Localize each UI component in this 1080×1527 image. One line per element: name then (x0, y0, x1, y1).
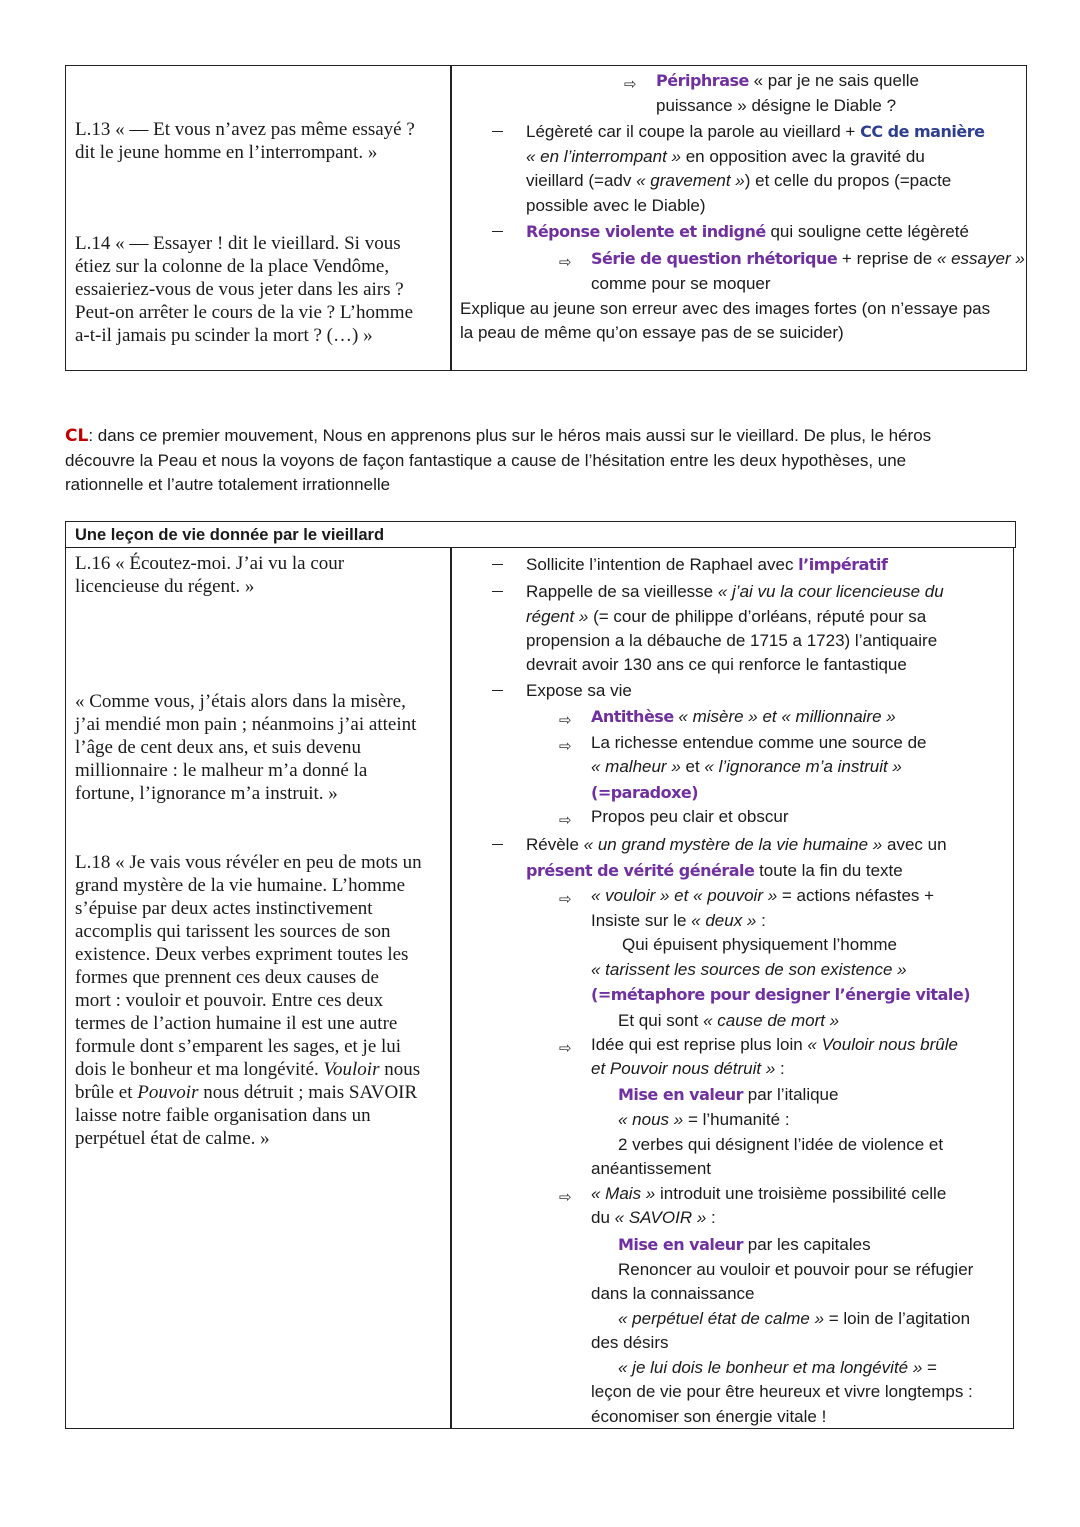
quote-line: licencieuse du régent. » (75, 576, 255, 597)
analysis-line: « tarissent les sources de son existence » (591, 960, 907, 979)
table-1-column-divider (450, 65, 452, 371)
quote-line: mort : vouloir et pouvoir. Entre ces deux (75, 990, 384, 1011)
analysis-line: « nous » = l’humanité : (618, 1110, 790, 1129)
analysis-line: Réponse violente et indigné qui souligne cette légèreté (526, 222, 969, 241)
conclusion-line: découvre la Peau et nous la voyons de façon fantastique a cause de l’hésitation entre les deux hypothèses, une (65, 451, 907, 470)
dash-bullet (492, 591, 503, 592)
analysis-line: « malheur » et « l’ignorance m’a instruit » (591, 757, 902, 776)
quote-line: dois le bonheur et ma longévité. Vouloir nous (75, 1059, 421, 1080)
conclusion-line: CL: dans ce premier mouvement, Nous en apprenons plus sur le héros mais aussi sur le vieillard. De plus, le héros (65, 426, 932, 446)
dash-bullet (492, 231, 503, 232)
analysis-line: « Mais » introduit une troisième possibilité celle (591, 1184, 947, 1203)
analysis-line: possible avec le Diable) (526, 196, 706, 215)
conclusion-line: rationnelle et l’autre totalement irrationnelle (65, 475, 391, 494)
analysis-line: présent de vérité générale toute la fin du texte (526, 861, 903, 880)
analysis-line: Antithèse « misère » et « millionnaire » (591, 707, 896, 726)
arrow-icon: ⇨ (559, 1188, 572, 1206)
analysis-line: anéantissement (591, 1159, 712, 1178)
quote-line: j’ai mendié mon pain ; néanmoins j’ai atteint (75, 714, 417, 735)
arrow-icon: ⇨ (559, 1039, 572, 1057)
arrow-icon: ⇨ (559, 253, 572, 271)
quote-line: essaieriez-vous de vous jeter dans les airs ? (75, 279, 404, 300)
analysis-line: « vouloir » et « pouvoir » = actions néfastes + (591, 886, 935, 905)
table-2-column-divider (450, 547, 452, 1429)
analysis-line: Expose sa vie (526, 681, 632, 700)
analysis-line: du « SAVOIR » : (591, 1208, 716, 1227)
analysis-line: comme pour se moquer (591, 274, 771, 293)
arrow-icon: ⇨ (559, 811, 572, 829)
analysis-line: « je lui dois le bonheur et ma longévité » = (618, 1358, 937, 1377)
analysis-line: Révèle « un grand mystère de la vie humaine » avec un (526, 835, 947, 854)
quote-line: L.18 « Je vais vous révéler en peu de mots un (75, 852, 422, 873)
quote-line: termes de l’action humaine il est une autre (75, 1013, 398, 1034)
analysis-line: « perpétuel état de calme » = loin de l’agitation (618, 1309, 971, 1328)
analysis-line: Idée qui est reprise plus loin « Vouloir nous brûle (591, 1035, 958, 1054)
quote-line: grand mystère de la vie humaine. L’homme (75, 875, 406, 896)
analysis-line: Mise en valeur par les capitales (618, 1235, 871, 1254)
analysis-line: Mise en valeur par l’italique (618, 1085, 839, 1104)
conclusion-label: CL (65, 426, 89, 446)
quote-line: laisse notre faible organisation dans un (75, 1105, 371, 1126)
quote-line: dit le jeune homme en l’interrompant. » (75, 142, 378, 163)
analysis-line: Et qui sont « cause de mort » (618, 1011, 840, 1030)
quote-line: a-t-il jamais pu scinder la mort ? (…) » (75, 325, 373, 346)
analysis-line: des désirs (591, 1333, 669, 1352)
quote-line: L.14 « — Essayer ! dit le vieillard. Si vous (75, 233, 401, 254)
analysis-line: Légèreté car il coupe la parole au vieillard + CC de manière (526, 122, 985, 141)
analysis-line: 2 verbes qui désignent l’idée de violence et (618, 1135, 944, 1154)
analysis-line: la peau de même qu’on essaye pas de se suicider) (460, 323, 844, 342)
quote-line: formes que prennent ces deux causes de (75, 967, 379, 988)
analysis-line: Périphrase « par je ne sais quelle (656, 71, 919, 90)
dash-bullet (492, 844, 503, 845)
analysis-line: propension a la débauche de 1715 a 1723) l’antiquaire (526, 631, 938, 650)
quote-line: s’épuise par deux actes instinctivement (75, 898, 373, 919)
analysis-line: dans la connaissance (591, 1284, 755, 1303)
analysis-line: « en l’interrompant » en opposition avec la gravité du (526, 147, 925, 166)
quote-line: accomplis qui tarissent les sources de son (75, 921, 391, 942)
analysis-line: Renoncer au vouloir et pouvoir pour se réfugier (618, 1260, 974, 1279)
dash-bullet (492, 690, 503, 691)
analysis-line: économiser son énergie vitale ! (591, 1407, 827, 1426)
dash-bullet (492, 131, 503, 132)
quote-line: millionnaire : le malheur m’a donné la (75, 760, 368, 781)
quote-line: étiez sur la colonne de la place Vendôme, (75, 256, 390, 277)
quote-line: fortune, l’ignorance m’a instruit. » (75, 783, 338, 804)
arrow-icon: ⇨ (559, 737, 572, 755)
analysis-line: (=métaphore pour designer l’énergie vitale) (591, 985, 971, 1004)
analysis-line: leçon de vie pour être heureux et vivre longtemps : (591, 1382, 973, 1401)
analysis-line: vieillard (=adv « gravement ») et celle du propos (=pacte (526, 171, 952, 190)
analysis-line: devrait avoir 130 ans ce qui renforce le fantastique (526, 655, 907, 674)
arrow-icon: ⇨ (559, 890, 572, 908)
quote-line: perpétuel état de calme. » (75, 1128, 270, 1149)
analysis-line: Propos peu clair et obscur (591, 807, 789, 826)
analysis-line: Série de question rhétorique + reprise de « essayer » (591, 249, 1025, 268)
analysis-line: Qui épuisent physiquement l’homme (622, 935, 897, 954)
analysis-line: Sollicite l’intention de Raphael avec l’impératif (526, 555, 888, 574)
arrow-icon: ⇨ (624, 75, 637, 93)
quote-line: L.13 « — Et vous n’avez pas même essayé ? (75, 119, 415, 140)
quote-line: « Comme vous, j’étais alors dans la misère, (75, 691, 406, 712)
analysis-line: puissance » désigne le Diable ? (656, 96, 897, 115)
analysis-line: Insiste sur le « deux » : (591, 911, 766, 930)
analysis-line: Explique au jeune son erreur avec des images fortes (on n’essaye pas (460, 299, 991, 318)
quote-line: Peut-on arrêter le cours de la vie ? L’homme (75, 302, 414, 323)
quote-line: existence. Deux verbes expriment toutes les (75, 944, 409, 965)
quote-line: brûle et Pouvoir nous détruit ; mais SAVOIR (75, 1082, 418, 1103)
analysis-line: et Pouvoir nous détruit » : (591, 1059, 785, 1078)
analysis-line: (=paradoxe) (591, 783, 699, 802)
arrow-icon: ⇨ (559, 711, 572, 729)
analysis-line: régent » (= cour de philippe d’orléans, réputé pour sa (526, 607, 927, 626)
quote-line: formule dont s’emparent les sages, et je lui (75, 1036, 402, 1057)
quote-line: L.16 « Écoutez-moi. J’ai vu la cour (75, 553, 345, 574)
quote-line: l’âge de cent deux ans, et suis devenu (75, 737, 361, 758)
table-2-title: Une leçon de vie donnée par le vieillard (75, 526, 385, 544)
analysis-line: Rappelle de sa vieillesse « j’ai vu la cour licencieuse du (526, 582, 944, 601)
analysis-line: La richesse entendue comme une source de (591, 733, 927, 752)
dash-bullet (492, 564, 503, 565)
